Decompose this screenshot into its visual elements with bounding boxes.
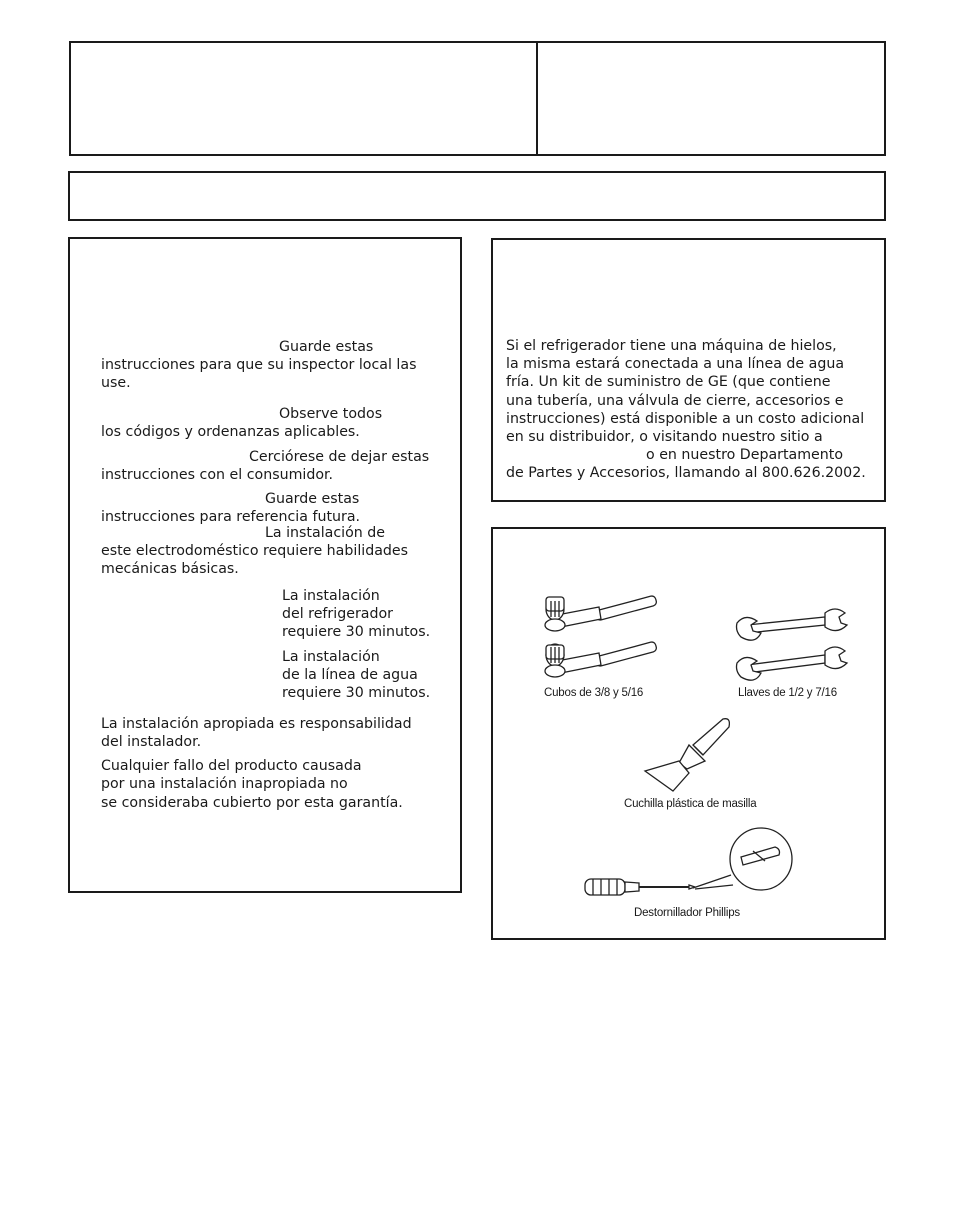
installation-note-line: instrucciones para referencia futura.: [101, 509, 361, 525]
installation-note-line: Cualquier fallo del producto causada: [101, 758, 362, 774]
installation-note-line: este electrodoméstico requiere habilidades: [101, 543, 409, 559]
installation-note-line: de la línea de agua: [282, 667, 418, 683]
water-line-info-line: en su distribuidor, o visitando nuestro sitio a: [506, 429, 823, 445]
title-bar-box: [68, 171, 886, 221]
installation-note-line: use.: [101, 375, 131, 391]
installation-note-line: Cerciórese de dejar estas: [249, 449, 430, 465]
putty-knife-caption: Cuchilla plástica de masilla: [624, 798, 757, 810]
installation-note-line: instrucciones con el consumidor.: [101, 467, 334, 483]
installation-note-line: Guarde estas: [265, 491, 360, 507]
water-line-info-panel: [491, 238, 886, 502]
tools-panel: [491, 527, 886, 940]
socket-wrench-icon: [543, 589, 668, 669]
installation-note-line: Guarde estas: [279, 339, 374, 355]
installation-note-line: mecánicas básicas.: [101, 561, 239, 577]
water-line-info-line: Si el refrigerador tiene una máquina de hielos,: [506, 338, 837, 354]
water-line-info-line: fría. Un kit de suministro de GE (que contiene: [506, 374, 831, 391]
installation-note-line: La instalación apropiada es responsabilidad: [101, 716, 412, 732]
installation-note-line: La instalación de: [265, 525, 385, 541]
water-line-info-line: instrucciones) está disponible a un costo adicional: [506, 410, 865, 427]
water-line-info-line: la misma estará conectada a una línea de agua: [506, 356, 845, 373]
installation-note-line: La instalación: [282, 588, 380, 604]
installation-note-line: instrucciones para que su inspector local las: [101, 357, 417, 373]
header-box-left: [69, 41, 538, 156]
installation-note-line: del instalador.: [101, 734, 202, 750]
phillips-screwdriver-icon: [583, 827, 798, 897]
installation-note-line: del refrigerador: [282, 606, 393, 622]
installation-note-line: por una instalación inapropiada no: [101, 776, 348, 792]
wrenches-caption: Llaves de 1/2 y 7/16: [738, 687, 837, 699]
installation-notes-panel: [68, 237, 462, 893]
putty-knife-icon: [643, 717, 733, 793]
installation-note-line: requiere 30 minutos.: [282, 685, 431, 701]
header-box-right: [536, 41, 886, 156]
water-line-info-line: o en nuestro Departamento: [646, 447, 844, 464]
water-line-info-line: una tubería, una válvula de cierre, accesorios e: [506, 392, 844, 409]
installation-note-line: los códigos y ordenanzas aplicables.: [101, 424, 360, 440]
installation-note-line: requiere 30 minutos.: [282, 624, 431, 640]
installation-note-line: Observe todos: [279, 406, 383, 422]
sockets-caption: Cubos de 3/8 y 5/16: [544, 687, 644, 699]
water-line-info-line: de Partes y Accesorios, llamando al 800.626.2002.: [506, 465, 866, 482]
installation-note-line: se consideraba cubierto por esta garantía.: [101, 795, 403, 811]
open-end-wrench-icon: [733, 609, 848, 679]
screwdriver-caption: Destornillador Phillips: [634, 907, 740, 919]
installation-note-line: La instalación: [282, 649, 380, 665]
